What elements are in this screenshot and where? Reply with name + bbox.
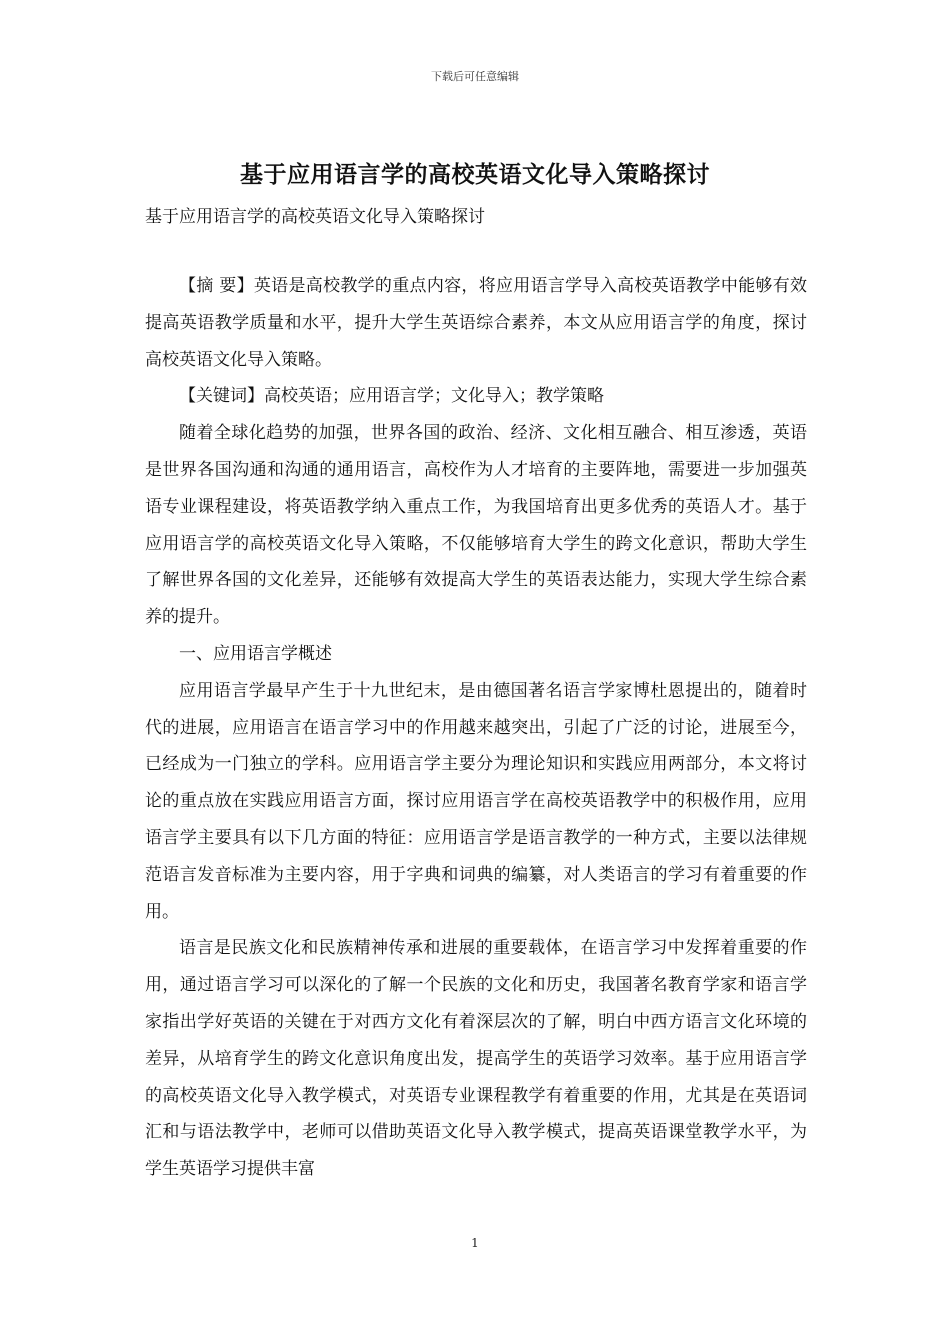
intro-paragraph: 随着全球化趋势的加强，世界各国的政治、经济、文化相互融合、相互渗透，英语是世界各国沟通和沟通的通用语言，高校作为人才培育的主要阵地，需要进一步加强英语专业课程建设，将英语教学纳入重点工作，为我国培育出更多优秀的英语人才。基于应用语言学的高校英语文化导入策略，不仅能够培育大学生的跨文化意识，帮助大学生了解世界各国的文化差异，还能够有效提高大学生的英语表达能力，实现大学生综合素养的提升。 bbox=[145, 423, 807, 628]
section-heading: 一、应用语言学概述 bbox=[179, 643, 332, 664]
page-number: 1 bbox=[471, 1236, 479, 1250]
keywords-paragraph: 【关键词】高校英语；应用语言学；文化导入；教学策略 bbox=[179, 386, 604, 407]
body-paragraph: 应用语言学最早产生于十九世纪末，是由德国著名语言学家博杜恩提出的，随着时代的进展，应用语言在语言学习中的作用越来越突出，引起了广泛的讨论，进展至今，已经成为一门独立的学科。应用语言学主要分为理论知识和实践应用两部分，本文将讨论的重点放在实践应用语言方面，探讨应用语言学在高校英语教学中的积极作用，应用语言学主要具有以下几方面的特征：应用语言学是语言教学的一种方式，主要以法律规范语言发音标准为主要内容，用于字典和词典的编纂，对人类语言的学习有着重要的作用。 bbox=[145, 680, 807, 922]
page-header-note: 下载后可任意编辑 bbox=[431, 70, 519, 83]
abstract-paragraph: 【摘 要】英语是高校教学的重点内容，将应用语言学导入高校英语教学中能够有效提高英语教学质量和水平，提升大学生英语综合素养，本文从应用语言学的角度，探讨高校英语文化导入策略。 bbox=[145, 276, 807, 370]
body-paragraph: 语言是民族文化和民族精神传承和进展的重要载体，在语言学习中发挥着重要的作用，通过语言学习可以深化的了解一个民族的文化和历史，我国著名教育学家和语言学家指出学好英语的关键在于对西方文化有着深层次的了解，明白中西方语言文化环境的差异，从培育学生的跨文化意识角度出发，提高学生的英语学习效率。基于应用语言学的高校英语文化导入教学模式，对英语专业课程教学有着重要的作用，尤其是在英语词汇和与语法教学中，老师可以借助英语文化导入教学模式，提高英语课堂教学水平，为学生英语学习提供丰富 bbox=[145, 938, 807, 1180]
document-subtitle: 基于应用语言学的高校英语文化导入策略探讨 bbox=[145, 207, 485, 227]
document-body bbox=[145, 268, 807, 1188]
document-title: 基于应用语言学的高校英语文化导入策略探讨 bbox=[240, 161, 710, 188]
